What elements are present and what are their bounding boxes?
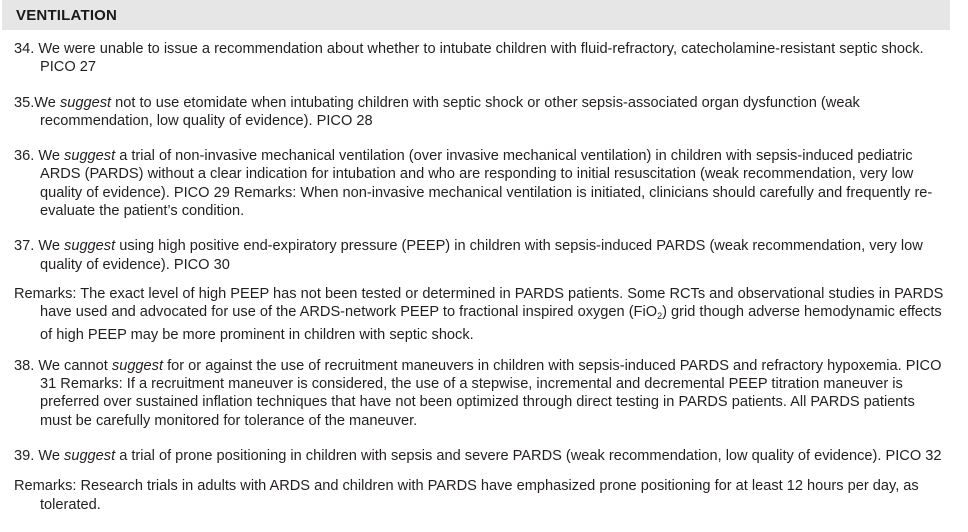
entry-emphasis: suggest [64, 148, 116, 165]
entry-text: 35.We [14, 94, 60, 111]
recommendation-36 [14, 147, 944, 220]
section-header [2, 0, 950, 30]
section-title: VENTILATION [16, 7, 118, 24]
subscript: 2 [657, 311, 663, 322]
entry-text: not to use etomidate when intubating children with septic shock or other sepsis-associated organ dysfunction (weak recommendation, low quality of evidence). PICO 28 [40, 94, 860, 129]
entry-text: using high positive end-expiratory pressure (PEEP) in children with sepsis-induced PARDS (weak recommendation, very low quality of evidence). PICO 30 [40, 238, 923, 273]
entry-emphasis: suggest [64, 448, 116, 465]
entry-emphasis: suggest [64, 238, 116, 255]
entry-text: a trial of prone positioning in children with sepsis and severe PARDS (weak recommendation, low quality of evidence). PICO 32 [115, 448, 942, 465]
entry-text: for or against the use of recruitment maneuvers in children with sepsis-induced PARDS and refractory hypoxemia. PICO 31 Remarks: If a recruitment maneuver is considered, the use of a stepwise, incremental and decremental PEEP titration maneuver is preferred over sustained inflation techniques that have not been optimized through direct testing in PARDS patients. All PARDS patients must be carefully monitored for tolerance of the maneuver. [40, 357, 942, 429]
recommendation-35 [14, 94, 944, 131]
remarks-39 [14, 477, 944, 514]
recommendation-38 [14, 357, 944, 430]
entry-text: 34. We were unable to issue a recommendation about whether to intubate children with fluid-refractory, catecholamine-resistant septic shock. PICO 27 [14, 41, 924, 76]
entry-text: 38. We cannot [14, 357, 112, 374]
entry-text: 39. We [14, 448, 65, 465]
entry-text: 36. We [14, 148, 65, 165]
entry-text: a trial of non-invasive mechanical ventilation (over invasive mechanical ventilation) in children with sepsis-induced pediatric ARDS (PARDS) without a clear indication for intubation and who are responding to initial resuscitation (weak recommendation, very low quality of evidence). PICO 29 Remarks: When non-invasive mechanical ventilation is initiated, clinicians should carefully and frequently re-evaluate the patient’s condition. [40, 148, 933, 220]
entry-emphasis: suggest [111, 357, 164, 374]
entry-text: 37. We [14, 238, 65, 255]
recommendation-34 [14, 40, 944, 77]
entry-text: Remarks: The exact level of high PEEP has not been tested or determined in PARDS patients. Some RCTs and observational studies in PARDS have used and advocated for use of the ARDS-network PEEP to fractional inspired oxygen (FiO [14, 285, 944, 321]
remarks-37 [14, 285, 944, 344]
recommendation-list [14, 40, 944, 514]
entry-text: Remarks: Research trials in adults with ARDS and children with PARDS have emphasized prone positioning for at least 12 hours per day, as tolerated. [14, 478, 919, 513]
entry-emphasis: suggest [59, 94, 112, 111]
recommendation-37 [14, 237, 944, 274]
entry-text: ) grid though adverse hemodynamic effects of high PEEP may be more prominent in children with septic shock. [40, 304, 942, 343]
recommendation-39 [14, 447, 944, 465]
